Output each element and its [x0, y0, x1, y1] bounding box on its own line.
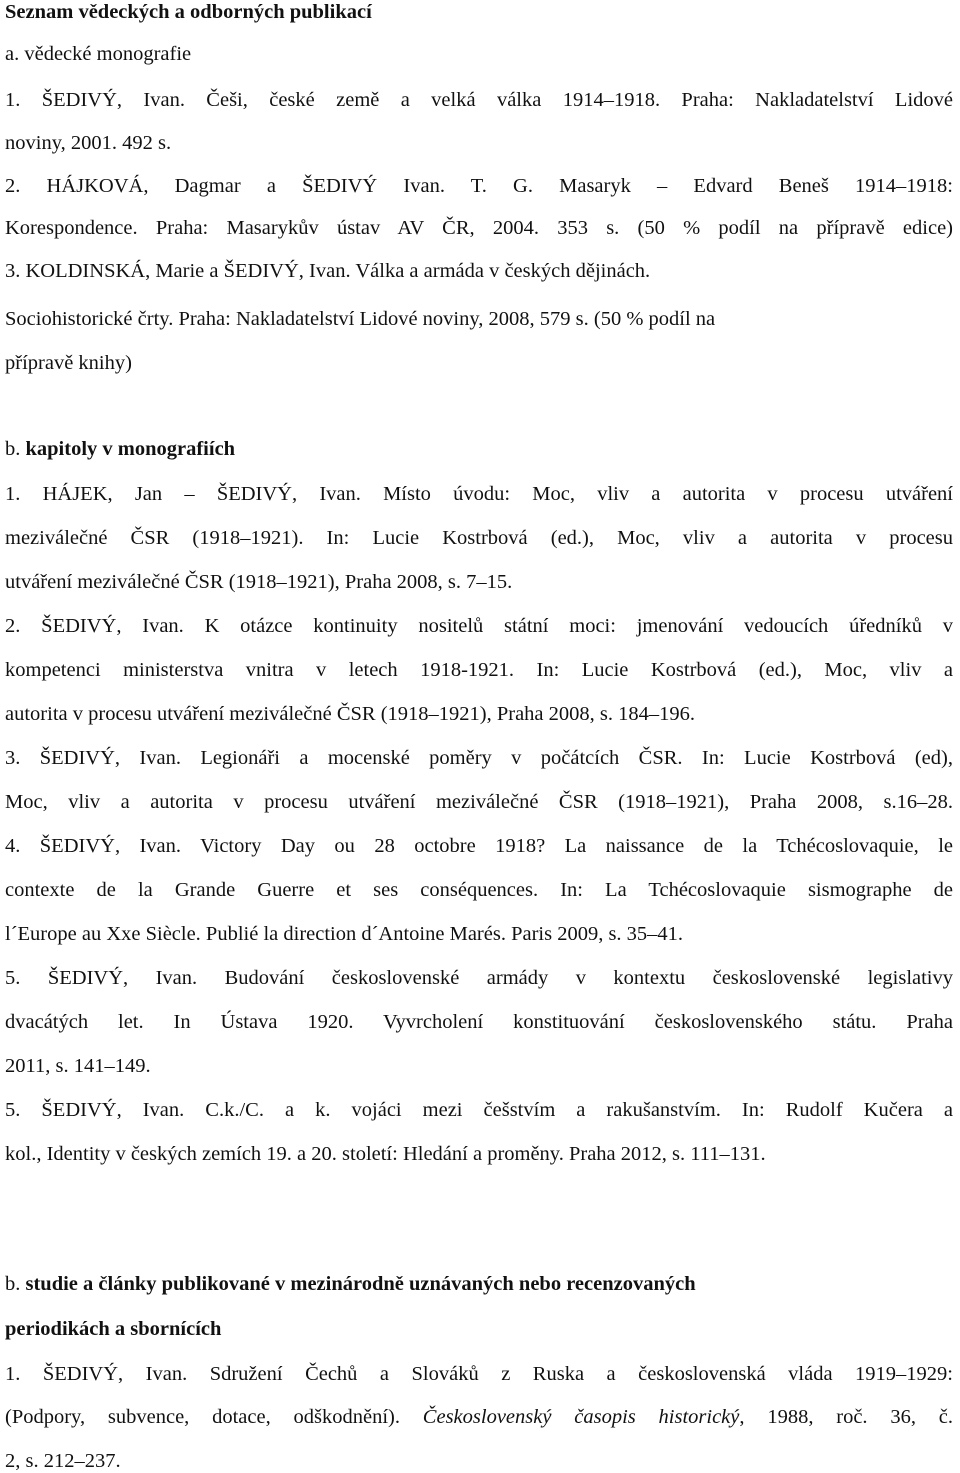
section-heading-text: kapitoly v monografiích	[25, 438, 236, 460]
text-line: Sociohistorické črty. Praha: Nakladatelství Lidové noviny, 2008, 579 s. (50 % podíl na	[5, 308, 716, 330]
text-line: l´Europe au Xxe Siècle. Publié la direction d´Antoine Marés. Paris 2009, s. 35–41.	[5, 923, 684, 945]
text-line: noviny, 2001. 492 s.	[5, 132, 172, 154]
text-line: 2. HÁJKOVÁ, Dagmar a ŠEDIVÝ Ivan. T. G. Masaryk – Edvard Beneš 1914–1918:	[5, 175, 953, 197]
text-line: 2. ŠEDIVÝ, Ivan. K otázce kontinuity nositelů státní moci: jmenování vedoucích úředníků v	[5, 615, 953, 637]
text-line: utváření meziválečné ČSR (1918–1921), Praha 2008, s. 7–15.	[5, 571, 513, 593]
text-line: 2011, s. 141–149.	[5, 1055, 151, 1077]
text-line: 1. HÁJEK, Jan – ŠEDIVÝ, Ivan. Místo úvodu: Moc, vliv a autorita v procesu utváření	[5, 483, 953, 505]
text-line: kol., Identity v českých zemích 19. a 20. století: Hledání a proměny. Praha 2012, s. 111–131.	[5, 1143, 766, 1165]
section-heading-text-cont: periodikách a sbornících	[5, 1318, 222, 1340]
text-run: , 1988, roč. 36, č.	[739, 1406, 953, 1428]
text-line: kompetenci ministerstva vnitra v letech 1918-1921. In: Lucie Kostrbová (ed.), Moc, vliv a	[5, 659, 953, 681]
journal-title: Československý časopis historický	[422, 1406, 740, 1428]
text-line: 4. ŠEDIVÝ, Ivan. Victory Day ou 28 octobre 1918? La naissance de la Tchécoslovaquie, le	[5, 835, 953, 857]
text-line: 5. ŠEDIVÝ, Ivan. C.k./C. a k. vojáci mezi češstvím a rakušanstvím. In: Rudolf Kučera a	[5, 1099, 953, 1121]
section-heading-studies	[5, 1272, 696, 1296]
text-line: 5. ŠEDIVÝ, Ivan. Budování československé armády v kontextu československé legislativy	[5, 967, 953, 989]
text-line: 3. KOLDINSKÁ, Marie a ŠEDIVÝ, Ivan. Válka a armáda v českých dějinách.	[5, 260, 651, 282]
section-heading-prefix: b.	[5, 1273, 26, 1295]
text-line: contexte de la Grande Guerre et ses conséquences. In: La Tchécoslovaquie sismographe de	[5, 879, 953, 901]
section-heading-prefix: b.	[5, 438, 26, 460]
section-heading-chapters	[5, 437, 235, 461]
text-line: meziválečné ČSR (1918–1921). In: Lucie Kostrbová (ed.), Moc, vliv a autorita v procesu	[5, 527, 953, 549]
text-line-with-italic	[5, 1405, 953, 1429]
text-run: (Podpory, subvence, dotace, odškodnění).	[5, 1406, 423, 1428]
text-line: přípravě knihy)	[5, 352, 132, 374]
text-line: Korespondence. Praha: Masarykův ústav AV ČR, 2004. 353 s. (50 % podíl na přípravě edice)	[5, 217, 953, 239]
section-heading-monographs: a. vědecké monografie	[5, 43, 192, 65]
text-line: dvacátých let. In Ústava 1920. Vyvrcholení konstituování československého státu. Praha	[5, 1011, 953, 1033]
text-line: 1. ŠEDIVÝ, Ivan. Sdružení Čechů a Slováků z Ruska a československá vláda 1919–1929:	[5, 1363, 953, 1385]
text-line: 3. ŠEDIVÝ, Ivan. Legionáři a mocenské poměry v počátcích ČSR. In: Lucie Kostrbová (ed),	[5, 747, 953, 769]
text-line: 2, s. 212–237.	[5, 1450, 121, 1472]
text-line: 1. ŠEDIVÝ, Ivan. Češi, české země a velká válka 1914–1918. Praha: Nakladatelství Lidové	[5, 89, 953, 111]
text-line: autorita v procesu utváření meziválečné ČSR (1918–1921), Praha 2008, s. 184–196.	[5, 703, 696, 725]
section-heading-text: studie a články publikované v mezinárodně uznávaných nebo recenzovaných	[25, 1273, 696, 1295]
text-line: Moc, vliv a autorita v procesu utváření meziválečné ČSR (1918–1921), Praha 2008, s.16–28.	[5, 791, 953, 813]
document-title: Seznam vědeckých a odborných publikací	[5, 1, 372, 23]
